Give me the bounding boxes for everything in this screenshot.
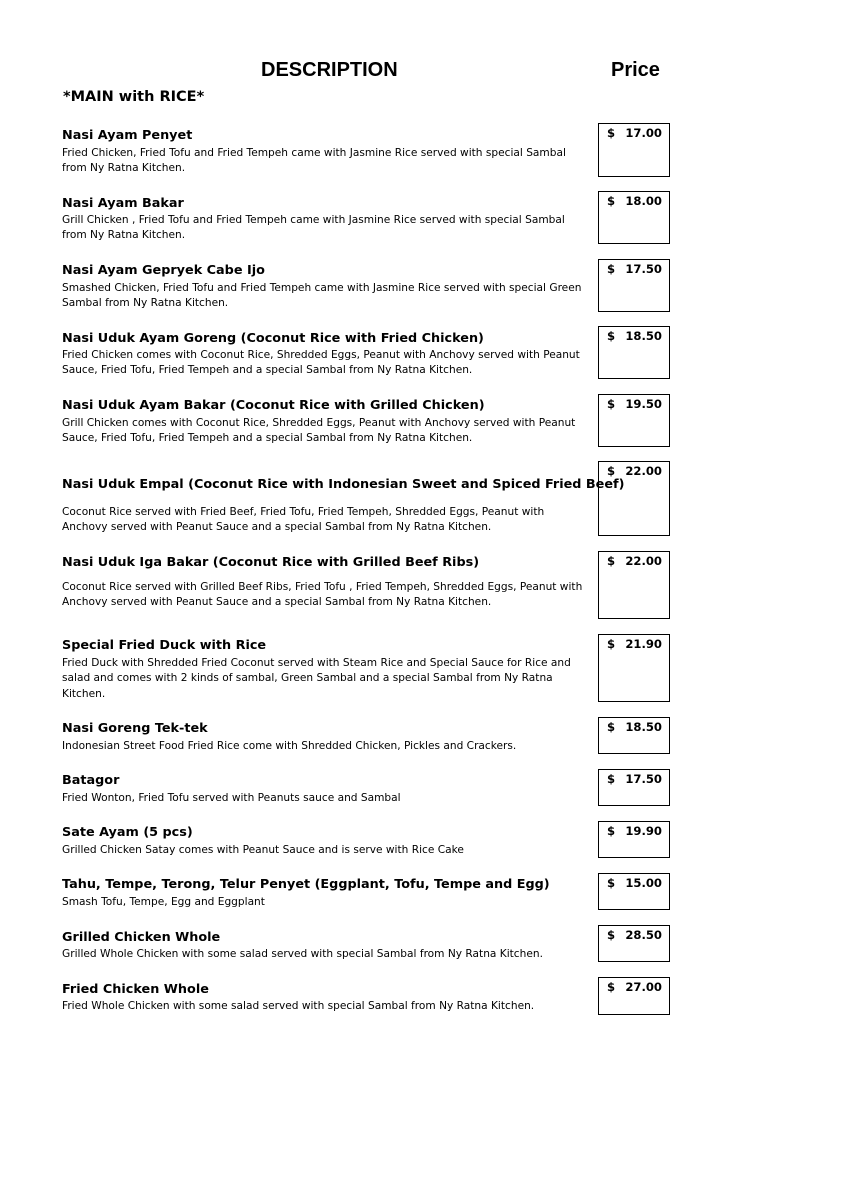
price-box	[598, 191, 670, 244]
price-value: 22.00	[625, 554, 662, 568]
currency-symbol: $	[607, 464, 616, 478]
item-description: Fried Chicken, Fried Tofu and Fried Tempeh came with Jasmine Rice served with special Sambal from Ny Ratna Kitchen.	[62, 147, 566, 175]
item-description: Smashed Chicken, Fried Tofu and Fried Tempeh came with Jasmine Rice served with special Green Sambal from Ny Ratna Kitchen.	[62, 282, 582, 310]
currency-symbol: $	[607, 194, 616, 208]
currency-symbol: $	[607, 928, 616, 942]
price-value: 28.50	[625, 928, 662, 942]
price-box	[598, 977, 670, 1015]
item-description: Coconut Rice served with Fried Beef, Fried Tofu, Fried Tempeh, Shredded Eggs, Peanut with Anchovy served with Peanut Sauce and a special Sambal from Ny Ratna Kitchen.	[62, 506, 545, 534]
currency-symbol: $	[607, 824, 616, 838]
price-value: 17.00	[625, 126, 662, 140]
currency-symbol: $	[607, 876, 616, 890]
item-description: Grilled Whole Chicken with some salad served with special Sambal from Ny Ratna Kitchen.	[62, 948, 543, 960]
currency-symbol: $	[607, 329, 616, 343]
price-box	[598, 123, 670, 177]
currency-symbol: $	[607, 126, 616, 140]
price-value: 18.50	[625, 720, 662, 734]
item-name: Nasi Ayam Bakar	[62, 196, 184, 211]
item-description: Coconut Rice served with Grilled Beef Ribs, Fried Tofu , Fried Tempeh, Shredded Eggs, Peanut with Anchovy served with Peanut Sauce and a special Sambal from Ny Ratna Kitchen.	[62, 581, 583, 609]
currency-symbol: $	[607, 720, 616, 734]
price-value: 22.00	[625, 464, 662, 478]
item-name: Special Fried Duck with Rice	[62, 638, 267, 653]
item-name: Nasi Uduk Ayam Goreng (Coconut Rice with Fried Chicken)	[62, 331, 484, 346]
item-name: Nasi Ayam Gepryek Cabe Ijo	[62, 263, 265, 278]
header-price: Price	[611, 59, 660, 81]
price-box	[598, 769, 670, 806]
currency-symbol: $	[607, 637, 616, 651]
price-box	[598, 394, 670, 447]
price-box	[598, 326, 670, 379]
item-name: Nasi Ayam Penyet	[62, 128, 193, 143]
header-description: DESCRIPTION	[261, 59, 398, 81]
price-value: 21.90	[625, 637, 662, 651]
price-value: 19.90	[625, 824, 662, 838]
price-box	[598, 821, 670, 858]
currency-symbol: $	[607, 554, 616, 568]
item-description: Grill Chicken comes with Coconut Rice, Shredded Eggs, Peanut with Anchovy served with Peanut Sauce, Fried Tofu, Fried Tempeh and a special Sambal from Ny Ratna Kitchen.	[62, 417, 576, 445]
item-name: Sate Ayam (5 pcs)	[62, 825, 193, 840]
price-value: 18.50	[625, 329, 662, 343]
price-box	[598, 873, 670, 910]
price-box	[598, 634, 670, 702]
price-value: 19.50	[625, 397, 662, 411]
item-description: Indonesian Street Food Fried Rice come with Shredded Chicken, Pickles and Crackers.	[62, 740, 517, 752]
price-value: 18.00	[625, 194, 662, 208]
item-name: Nasi Uduk Ayam Bakar (Coconut Rice with Grilled Chicken)	[62, 398, 485, 413]
currency-symbol: $	[607, 262, 616, 276]
item-description: Fried Whole Chicken with some salad served with special Sambal from Ny Ratna Kitchen.	[62, 1000, 535, 1012]
currency-symbol: $	[607, 772, 616, 786]
item-name: Nasi Uduk Empal (Coconut Rice with Indonesian Sweet and Spiced Fried Beef)	[62, 477, 625, 492]
price-box	[598, 551, 670, 619]
item-description: Fried Wonton, Fried Tofu served with Peanuts sauce and Sambal	[62, 792, 401, 804]
price-value: 17.50	[625, 262, 662, 276]
item-description: Grill Chicken , Fried Tofu and Fried Tempeh came with Jasmine Rice served with special Sambal from Ny Ratna Kitchen.	[62, 214, 565, 242]
currency-symbol: $	[607, 980, 616, 994]
section-title: *MAIN with RICE*	[63, 89, 205, 105]
price-value: 15.00	[625, 876, 662, 890]
price-box	[598, 925, 670, 962]
item-name: Nasi Goreng Tek-tek	[62, 721, 208, 736]
item-name: Tahu, Tempe, Terong, Telur Penyet (Eggplant, Tofu, Tempe and Egg)	[62, 877, 550, 892]
item-name: Grilled Chicken Whole	[62, 930, 221, 945]
item-description: Smash Tofu, Tempe, Egg and Eggplant	[62, 896, 265, 908]
price-box	[598, 717, 670, 754]
item-name: Nasi Uduk Iga Bakar (Coconut Rice with Grilled Beef Ribs)	[62, 555, 480, 570]
item-description: Fried Duck with Shredded Fried Coconut served with Steam Rice and Special Sauce for Rice and salad and comes with 2 kinds of sambal, Green Sambal and a special Sambal from Ny Ratna Kitchen.	[62, 657, 571, 700]
price-value: 17.50	[625, 772, 662, 786]
item-description: Grilled Chicken Satay comes with Peanut Sauce and is serve with Rice Cake	[62, 844, 464, 856]
currency-symbol: $	[607, 397, 616, 411]
price-box	[598, 259, 670, 312]
item-description: Fried Chicken comes with Coconut Rice, Shredded Eggs, Peanut with Anchovy served with Peanut Sauce, Fried Tofu, Fried Tempeh and a special Sambal from Ny Ratna Kitchen.	[62, 349, 580, 377]
price-box	[598, 461, 670, 536]
item-name: Fried Chicken Whole	[62, 982, 209, 997]
item-name: Batagor	[62, 773, 120, 788]
price-value: 27.00	[625, 980, 662, 994]
